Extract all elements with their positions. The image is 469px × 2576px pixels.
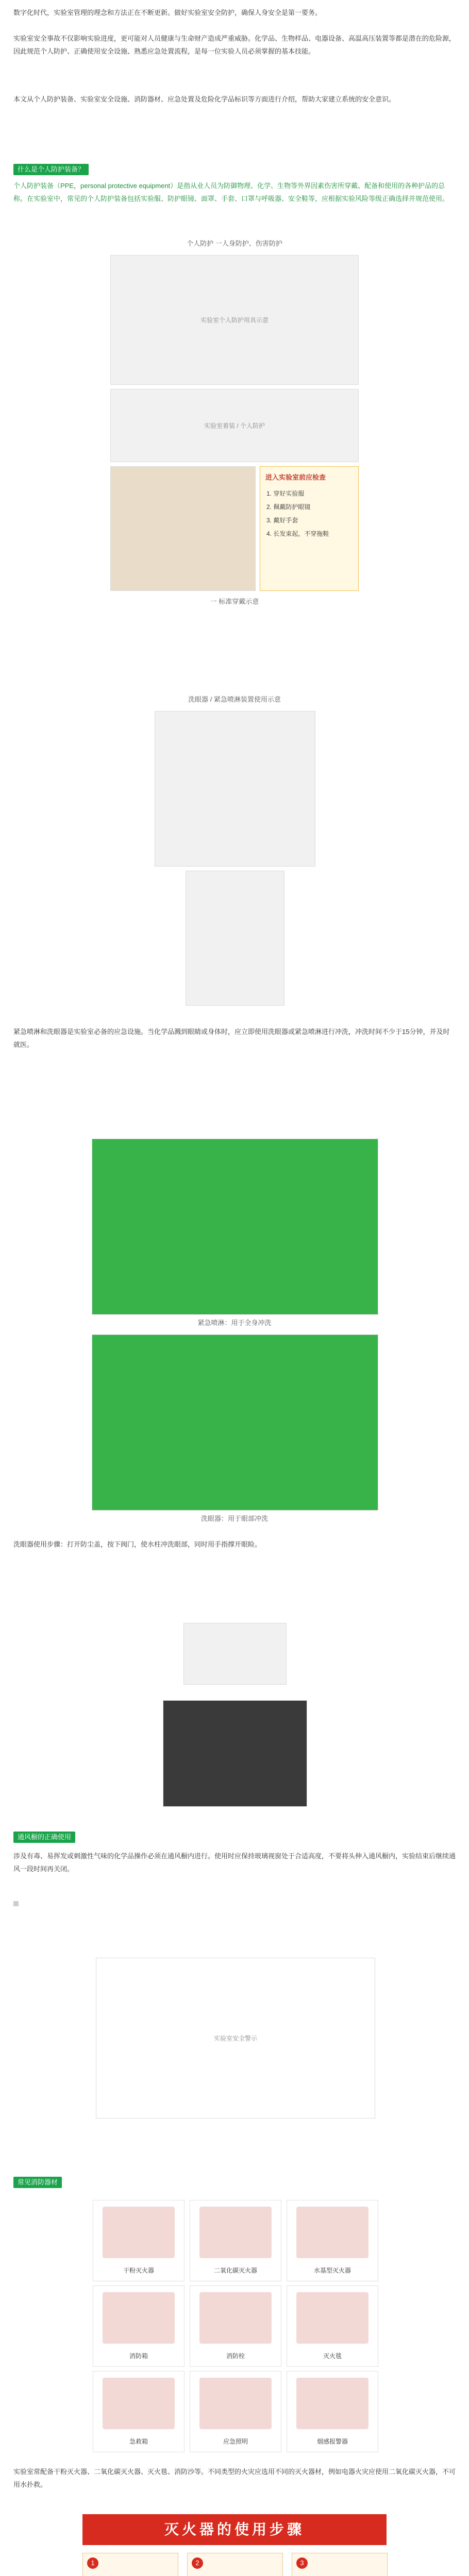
fire-item-pic (199, 2378, 272, 2429)
eyewash-station-image (155, 711, 315, 867)
section-tag-fire: 常见消防器材 (13, 2177, 62, 2188)
fire-item-label: 二氧化碳灭火器 (213, 2267, 257, 2274)
fire-item-card (287, 2200, 378, 2281)
fire-item-label: 干粉灭火器 (123, 2267, 154, 2274)
eyewash-steps: 洗眼器使用步骤：打开防尘盖，按下阀门，使水柱冲洗眼部，同时用手指撑开眼睑。 (13, 1540, 262, 1548)
fire-item-card (190, 2285, 281, 2367)
ppe-callout-item: 2. 佩戴防护眼镜 (266, 503, 311, 511)
safety-sign-caption: 实验室安全警示 (213, 2035, 257, 2042)
shower-caption: 紧急喷淋：用于全身冲洗 (197, 1319, 272, 1327)
extinguisher-step (187, 2553, 283, 2576)
ppe-label-2: 实验室个人防护用具示意 (200, 316, 269, 324)
ppe-callout-item: 1. 穿好实验服 (266, 490, 305, 497)
fire-item-card (190, 2371, 281, 2452)
eyewash-caption-2: 洗眼器：用于眼部冲洗 (200, 1515, 268, 1522)
ppe-callout-title: 进入实验室前应检查 (265, 473, 326, 481)
fire-item-label: 水基型灭火器 (313, 2267, 351, 2274)
fire-item-card (287, 2285, 378, 2367)
fire-item-card (93, 2200, 185, 2281)
fire-item-label: 消防栓 (226, 2352, 245, 2360)
section-tag-ppe: 什么是个人防护装备？ (13, 164, 89, 175)
ppe-label-1: 实验室着装 / 个人防护 (204, 422, 265, 430)
fire-item-pic (296, 2292, 368, 2344)
step-number: 1 (87, 2557, 98, 2569)
eyewash-paragraph: 紧急喷淋和洗眼器是实验室必备的应急设施。当化学品溅到眼睛或身体时，应立即使用洗眼器或紧急喷淋进行冲洗，冲洗时间不少于15分钟，并及时就医。 (13, 1028, 450, 1048)
fire-item-label: 消防箱 (129, 2352, 148, 2360)
section-tag-fumehood: 通风橱的正确使用 (13, 1832, 75, 1843)
lab-coat-photo (110, 466, 256, 591)
step-number: 3 (296, 2557, 308, 2569)
fumehood-paragraph: 涉及有毒、易挥发或刺激性气味的化学品操作必须在通风橱内进行。使用时应保持玻璃视窗处于合适高度，不要将头伸入通风橱内，实验结束后继续通风一段时间再关闭。 (13, 1852, 456, 1873)
ppe-wearing-image (110, 389, 359, 462)
ppe-callout-box (260, 466, 359, 591)
fire-item-card (93, 2371, 185, 2452)
fire-item-card (190, 2200, 281, 2281)
ppe-callout-item: 3. 戴好手套 (266, 517, 298, 524)
fire-item-card (287, 2371, 378, 2452)
extinguisher-step (292, 2553, 388, 2576)
fire-item-pic (199, 2292, 272, 2344)
eyewash-use-image (92, 1334, 378, 1511)
step-number: 2 (192, 2557, 203, 2569)
fume-hood-image (186, 871, 284, 1006)
fire-item-pic (296, 2378, 368, 2429)
emergency-shower-image (92, 1139, 378, 1315)
lab-sink-photo (163, 1700, 307, 1807)
intro-paragraph-2: 实验室安全事故不仅影响实验进度，更可能对人员健康与生命财产造成严重威胁。化学品、生物样品、电器设备、高温高压装置等都是潜在的危险源，因此规范个人防护、正确使用安全设施、熟悉应急处置流程，是每一位实验人员必须掌握的基本技能。 (13, 35, 456, 55)
intro-paragraph-1: 数字化时代，实验室管理的理念和方法正在不断更新。做好实验室安全防护，确保人身安全是第一要务。 (13, 9, 322, 16)
fire-item-card (93, 2285, 185, 2367)
fire-item-pic (296, 2207, 368, 2258)
extinguisher-banner: 灭火器的使用步骤 (82, 2514, 387, 2545)
fire-item-pic (103, 2378, 175, 2429)
intro-paragraph-3: 本文从个人防护装备、实验室安全设施、消防器材、应急处置及危险化学品标识等方面进行介绍，帮助大家建立系统的安全意识。 (13, 95, 396, 103)
fire-item-label: 烟感报警器 (316, 2438, 348, 2445)
fire-item-label: 应急照明 (223, 2438, 248, 2445)
fire-item-label: 灭火毯 (323, 2352, 342, 2360)
ppe-callout-item: 4. 长发束起，不穿拖鞋 (266, 530, 329, 537)
fire-item-pic (103, 2292, 175, 2344)
ppe-paragraph: 个人防护装备（PPE，personal protective equipment）是指从业人员为防御物理、化学、生物等外界因素伤害所穿戴、配备和使用的各种护品的总称。在实验室中，常见的个人防护装备包括实验服、防护眼镜、面罩、手套、口罩与呼吸器、安全鞋等，应根据实验风险等级正确选择并规范使用。 (13, 182, 449, 202)
fire-item-pic (103, 2207, 175, 2258)
ppe-caption: 一 标准穿戴示意 (210, 598, 259, 605)
safety-warning-poster (96, 1958, 375, 2119)
extinguisher-step (82, 2553, 178, 2576)
eyewash-caption: 洗眼器 / 紧急喷淋装置使用示意 (188, 696, 281, 703)
broken-image-icon (13, 1901, 19, 1906)
fire-paragraph: 实验室常配备干粉灭火器、二氧化碳灭火器、灭火毯、消防沙等。不同类型的火灾应选用不同的灭火器材，例如电器火灾应使用二氧化碳灭火器，不可用水扑救。 (13, 2468, 456, 2488)
ppe-figure-title: 个人防护 一人身防护、伤害防护 (187, 240, 282, 247)
ppe-equipment-image (110, 255, 359, 385)
fire-item-label: 急救箱 (129, 2438, 148, 2445)
eyewash-nozzle-photo (183, 1623, 287, 1685)
fire-item-pic (199, 2207, 272, 2258)
